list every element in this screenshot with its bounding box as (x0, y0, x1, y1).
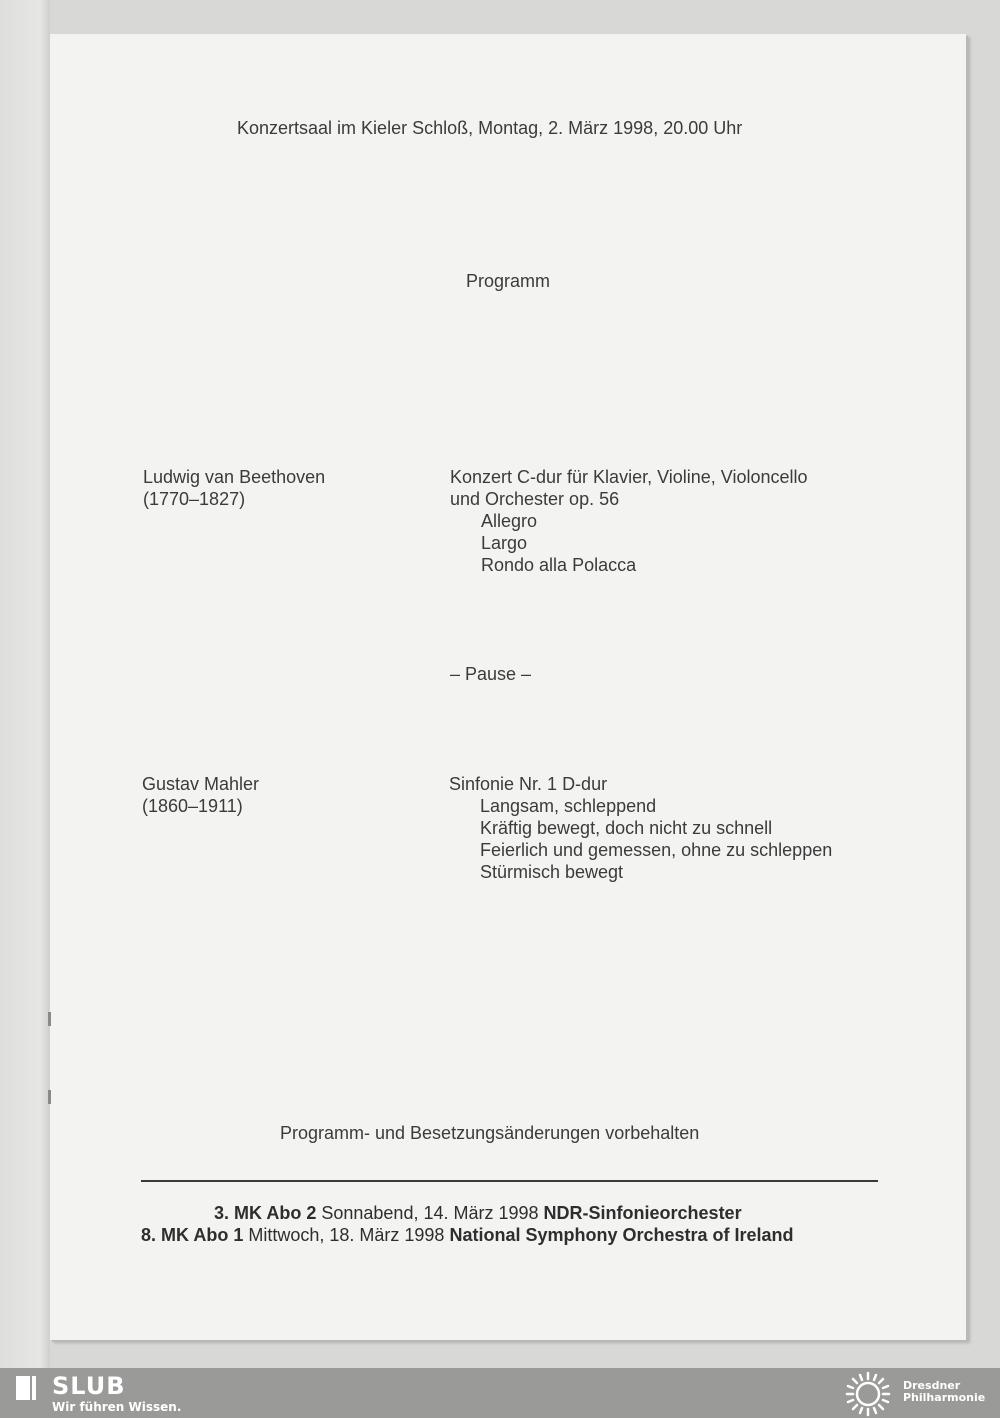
composer-dates: (1860–1911) (142, 796, 243, 816)
upcoming-concert (141, 1224, 794, 1246)
partner-name-line1: Dresdner (903, 1379, 961, 1392)
slub-logo-icon (16, 1376, 36, 1400)
movement: Largo (481, 533, 528, 553)
changes-notice: Programm- und Besetzungsänderungen vorbehalten (280, 1123, 700, 1143)
upcoming-concert (214, 1202, 742, 1224)
concert-series: 3. MK Abo 2 (214, 1203, 317, 1223)
work-title: Konzert C-dur für Klavier, Violine, Violoncello (450, 467, 808, 487)
divider (141, 1180, 878, 1182)
movement: Allegro (481, 511, 538, 531)
footer-bar (0, 1368, 1000, 1418)
composer-name: Gustav Mahler (142, 774, 260, 794)
movement: Rondo alla Polacca (481, 555, 637, 575)
movement: Feierlich und gemessen, ohne zu schleppen (480, 840, 833, 860)
movement: Stürmisch bewegt (480, 862, 624, 882)
staple-mark (48, 1012, 51, 1026)
library-tagline: Wir führen Wissen. (52, 1400, 182, 1414)
work-title-continued: und Orchester op. 56 (450, 489, 620, 509)
library-name: SLUB (52, 1372, 126, 1400)
work-title: Sinfonie Nr. 1 D-dur (449, 774, 608, 794)
venue-line: Konzertsaal im Kieler Schloß, Montag, 2. März 1998, 20.00 Uhr (237, 118, 743, 138)
movement: Kräftig bewegt, doch nicht zu schnell (480, 818, 773, 838)
partner-name (903, 1380, 985, 1404)
previous-page-edge (0, 0, 50, 1368)
concert-series: 8. MK Abo 1 (141, 1225, 244, 1245)
concert-orchestra: National Symphony Orchestra of Ireland (449, 1225, 794, 1245)
program-page (50, 34, 966, 1340)
concert-orchestra: NDR-Sinfonieorchester (543, 1203, 742, 1223)
partner-name-line2: Philharmonie (903, 1391, 986, 1404)
program-heading: Programm (466, 271, 551, 291)
composer-dates: (1770–1827) (143, 489, 246, 509)
composer-name: Ludwig van Beethoven (143, 467, 326, 487)
concert-date: Sonnabend, 14. März 1998 (321, 1203, 539, 1223)
movement: Langsam, schleppend (480, 796, 657, 816)
staple-mark (48, 1090, 51, 1104)
concert-date: Mittwoch, 18. März 1998 (248, 1225, 445, 1245)
philharmonie-logo-icon (844, 1371, 892, 1417)
intermission: – Pause – (450, 664, 532, 684)
